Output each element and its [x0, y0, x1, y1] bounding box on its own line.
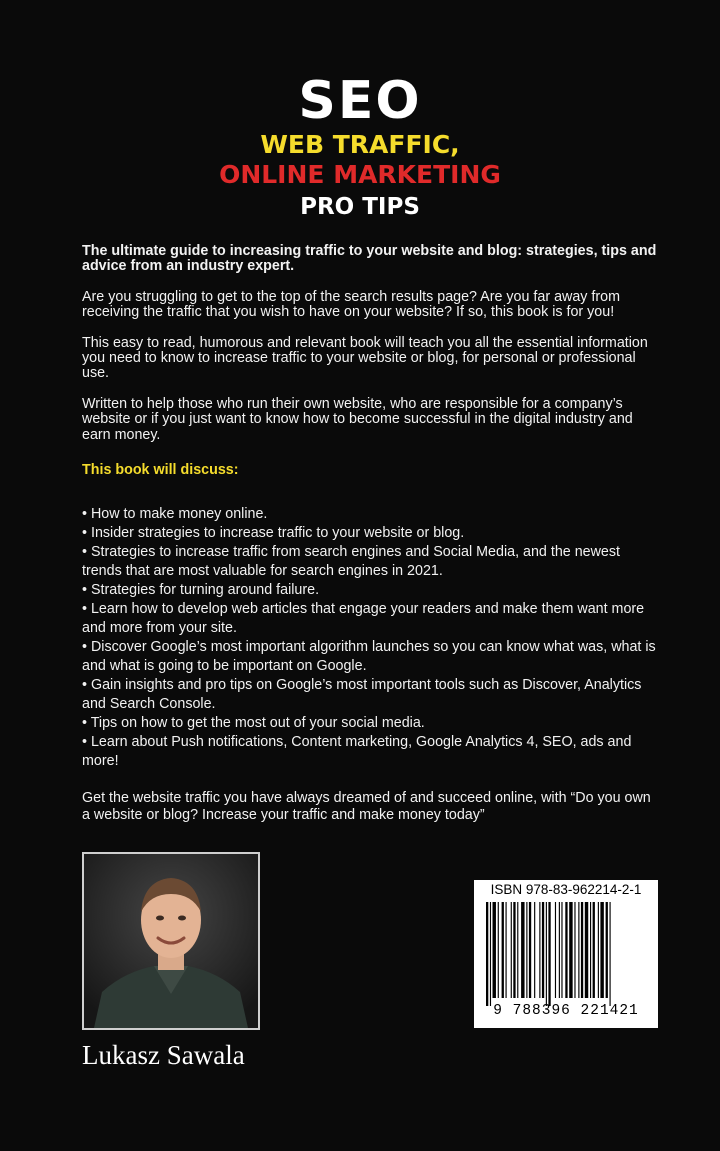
barcode-bar [565, 902, 567, 998]
barcode-bar [590, 902, 591, 998]
list-item: • Tips on how to get the most out of your social media. [82, 715, 425, 732]
barcode-bar [559, 902, 560, 998]
barcode-bar [593, 902, 595, 998]
list-item: • Gain insights and pro tips on Google’s most important tools such as Discover, Analytics and Search Console. [82, 677, 642, 713]
barcode-bars-icon [486, 902, 646, 1006]
barcode-bar [598, 902, 599, 998]
barcode-bar [517, 902, 518, 998]
barcode-bar [585, 902, 588, 998]
intro-paragraph-1: Are you struggling to get to the top of the search results page? Are you far away from receiving the traffic that you wish to have on your website? If so, this book is for you! [82, 288, 621, 321]
barcode-digits: 9 788396 221421 [493, 1003, 639, 1019]
list-item: • Strategies for turning around failure. [82, 582, 320, 599]
title-pro-tips: PRO TIPS [300, 194, 420, 220]
barcode-bar [539, 902, 540, 998]
barcode-bar [548, 902, 550, 1006]
barcode-bar [581, 902, 583, 998]
barcode-bar [600, 902, 603, 998]
title-web-traffic: WEB TRAFFIC, [260, 130, 460, 159]
barcode-bar [610, 902, 611, 1006]
list-item: • How to make money online. [82, 506, 268, 523]
list-item: • Learn about Push notifications, Content marketing, Google Analytics 4, SEO, ads and more! [82, 734, 632, 770]
barcode-bar [502, 902, 504, 998]
barcode-bar [521, 902, 524, 998]
intro-paragraph-3: Written to help those who run their own website, who are responsible for a company’s website or if you just want to know how to become successful in the digital industry and earn money. [82, 395, 633, 443]
barcode-bar [506, 902, 507, 998]
closing-paragraph: Get the website traffic you have always dreamed of and succeed online, with “Do you own a website or blog? Increase your traffic and make money today” [82, 790, 651, 824]
title-seo: SEO [298, 71, 422, 131]
barcode-bar [555, 902, 556, 998]
isbn-label: ISBN 978-83-962214-2-1 [490, 882, 642, 897]
discuss-heading: This book will discuss: [82, 462, 239, 479]
isbn-barcode [474, 880, 658, 1028]
author-name: Lukasz Sawala [82, 1040, 245, 1070]
barcode-bar [513, 902, 515, 998]
barcode-bar [542, 902, 544, 998]
list-item: • Discover Google’s most important algorithm launches so you can know what was, what is and what is going to be important on Google. [82, 639, 656, 675]
back-cover-description [82, 244, 662, 824]
barcode-bar [511, 902, 512, 998]
book-title [0, 71, 720, 222]
barcode-bar [561, 902, 562, 998]
title-online-marketing: ONLINE MARKETING [219, 160, 501, 189]
barcode-bar [534, 902, 535, 998]
barcode-bar [486, 902, 488, 1006]
barcode-bar [578, 902, 579, 998]
list-item: • Strategies to increase traffic from search engines and Social Media, and the newest trends that are most valuable for search engines in 2021. [82, 544, 620, 580]
author-portrait-icon [84, 854, 258, 1028]
discuss-list [82, 505, 662, 771]
lead-paragraph: The ultimate guide to increasing traffic to your website and blog: strategies, tips and advice from an industry expert. [82, 243, 657, 275]
intro-paragraph-2: This easy to read, humorous and relevant book will teach you all the essential information you need to know to increase traffic to your website or blog, for personal or professional use. [82, 334, 648, 382]
barcode-bar [546, 902, 547, 1006]
barcode-bar [574, 902, 575, 998]
barcode-bar [498, 902, 499, 998]
list-item: • Insider strategies to increase traffic to your website or blog. [82, 525, 465, 542]
barcode-bar [493, 902, 496, 998]
author-photo [82, 852, 260, 1030]
barcode-bar [526, 902, 527, 998]
barcode-bar [529, 902, 531, 998]
barcode-bar [606, 902, 608, 998]
barcode-bar [490, 902, 491, 1006]
barcode-bar [569, 902, 572, 998]
list-item: • Learn how to develop web articles that engage your readers and make them want more and more from your site. [82, 601, 645, 637]
